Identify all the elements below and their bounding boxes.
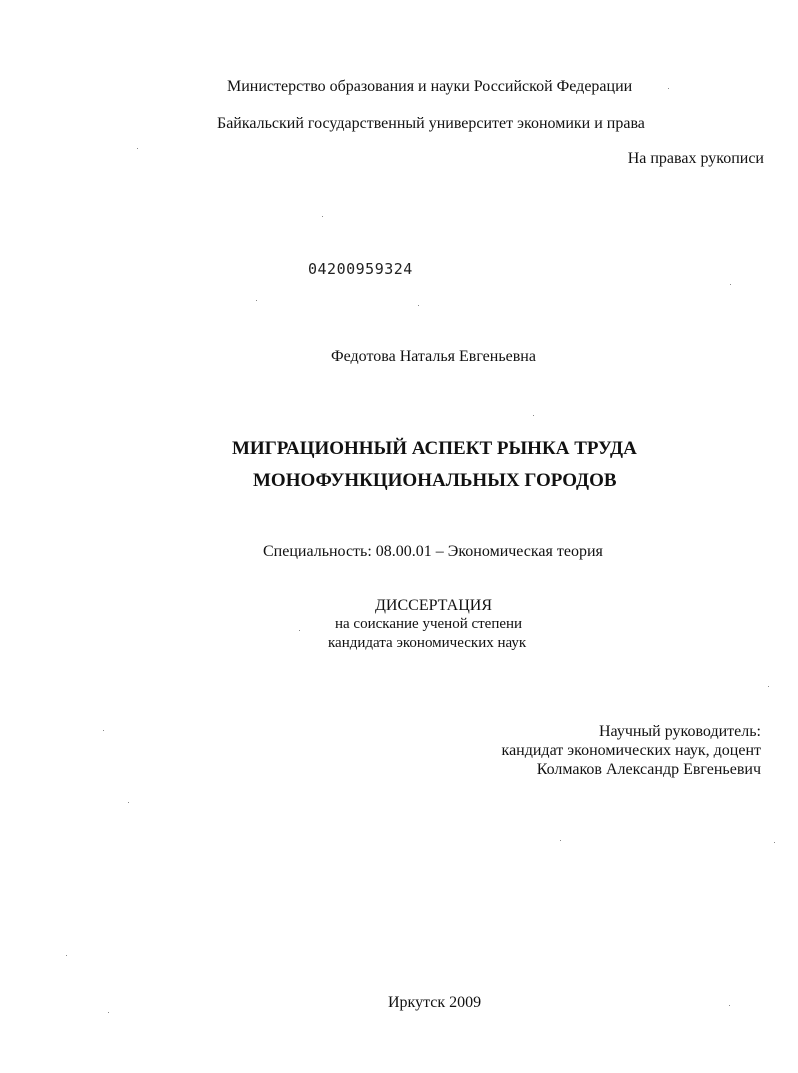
scan-speck [103,730,104,731]
city-year: Иркутск 2009 [388,994,482,1011]
thesis-title-line-1: МИГРАЦИОННЫЙ АСПЕКТ РЫНКА ТРУДА [232,438,637,459]
supervisor-name: Колмаков Александр Евгеньевич [536,761,761,778]
dissertation-heading: ДИССЕРТАЦИЯ [375,597,492,614]
catalog-code: 04200959324 [308,260,413,278]
specialty: Специальность: 08.00.01 – Экономическая теория [263,543,603,560]
supervisor-degree: кандидат экономических наук, доцент [501,742,761,759]
scan-speck [256,300,257,301]
scan-speck [322,216,323,217]
dissertation-degree-line-2: кандидата экономических наук [328,635,527,651]
supervisor-label: Научный руководитель: [598,723,761,740]
scan-speck [66,955,67,956]
scan-speck [560,840,561,841]
scan-speck [108,1012,109,1013]
scan-speck [418,305,419,306]
university-name: Байкальский государственный университет экономики и права [217,115,645,132]
scan-speck [730,284,731,285]
scan-speck [729,1005,730,1006]
scan-speck [137,148,138,149]
author-name: Федотова Наталья Евгеньевна [331,348,536,365]
scan-speck [533,415,534,416]
manuscript-note: На правах рукописи [627,150,764,167]
ministry-name: Министерство образования и науки Российской Федерации [227,78,633,95]
scan-speck [774,842,775,843]
scan-speck [299,630,300,631]
scan-speck [668,88,669,89]
scan-speck [128,802,129,803]
scan-speck [768,686,769,687]
dissertation-degree-line-1: на соискание ученой степени [335,616,523,632]
thesis-title-line-2: МОНОФУНКЦИОНАЛЬНЫХ ГОРОДОВ [253,470,617,491]
